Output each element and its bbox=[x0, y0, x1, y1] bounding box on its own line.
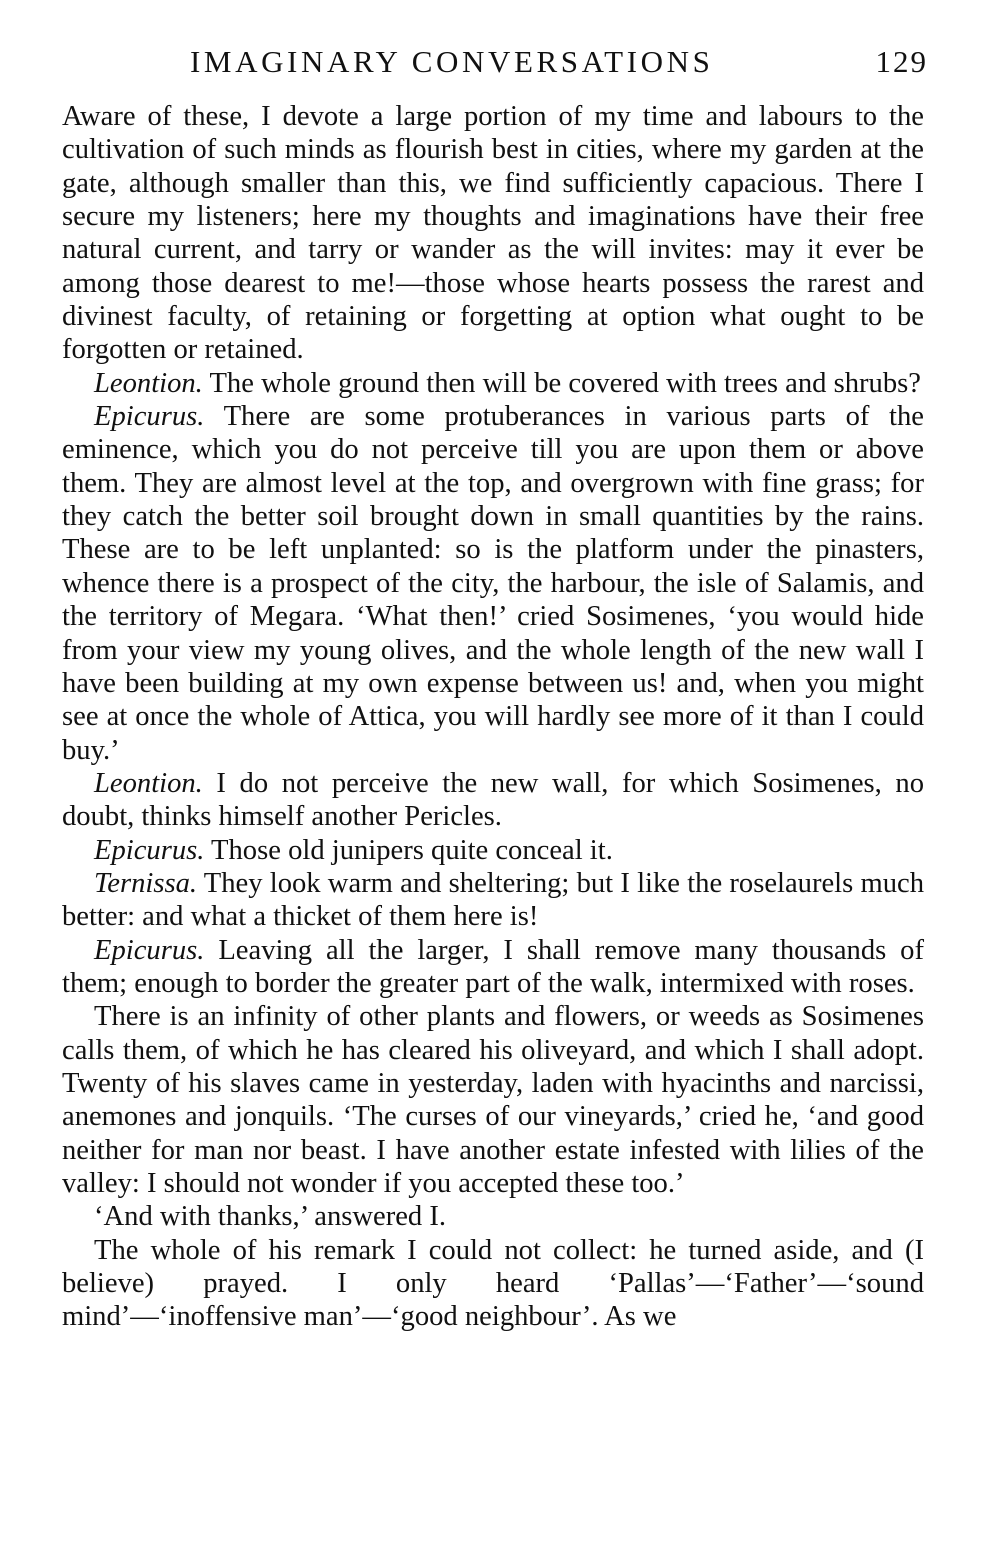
paragraph bbox=[62, 100, 924, 367]
dialogue-paragraph bbox=[62, 367, 924, 400]
speaker-name: Epicurus. bbox=[94, 934, 205, 966]
paragraph-text: They look warm and sheltering; but I like the roselaurels much better: and what a thicket of them here is! bbox=[62, 867, 924, 933]
speaker-name: Ternissa. bbox=[94, 867, 198, 899]
paragraph-text: The whole ground then will be covered with trees and shrubs? bbox=[209, 367, 921, 399]
dialogue-paragraph bbox=[62, 767, 924, 834]
speaker-name: Leontion. bbox=[94, 367, 203, 399]
dialogue-paragraph bbox=[62, 834, 924, 867]
paragraph-text: ‘And with thanks,’ answered I. bbox=[94, 1201, 447, 1233]
page-number: 129 bbox=[875, 44, 928, 79]
speaker-name: Epicurus. bbox=[94, 834, 205, 866]
dialogue-paragraph bbox=[62, 400, 924, 767]
paragraph bbox=[62, 1200, 924, 1233]
body-text bbox=[62, 100, 924, 1334]
speaker-name: Leontion. bbox=[94, 767, 203, 799]
dialogue-paragraph bbox=[62, 934, 924, 1001]
paragraph bbox=[62, 1000, 924, 1200]
speaker-name: Epicurus. bbox=[94, 401, 205, 433]
paragraph-text: I do not perceive the new wall, for which Sosimenes, no doubt, thinks himself another Pericles. bbox=[62, 767, 924, 833]
dialogue-paragraph bbox=[62, 867, 924, 934]
paragraph-text: Those old junipers quite conceal it. bbox=[211, 834, 613, 866]
page-header bbox=[62, 44, 928, 84]
paragraph-text: The whole of his remark I could not collect: he turned aside, and (I believe) prayed. I only heard ‘Pallas’—‘Father’—‘sound mind’—‘inoffensive man’—‘good neighbour’. As we bbox=[62, 1234, 924, 1333]
running-title: IMAGINARY CONVERSATIONS bbox=[190, 44, 714, 79]
paragraph-text: Leaving all the larger, I shall remove many thousands of them; enough to border the greater part of the walk, intermixed with roses. bbox=[62, 934, 925, 999]
paragraph-text: Aware of these, I devote a large portion of my time and labours to the cultivation of such minds as flourish best in cities, where my garden at the gate, although smaller than this, we find sufficiently capacious. There I secure my listeners; here my thoughts and imaginations have their free natural current, and tarry or wander as the will invites: may it ever be among those dearest to me!—those whose hearts possess the rarest and divinest faculty, of retaining or forgetting at option what ought to be forgotten or retained. bbox=[62, 101, 924, 366]
paragraph-text: There is an infinity of other plants and flowers, or weeds as Sosimenes calls them, of which he has cleared his oliveyard, and which I shall adopt. Twenty of his slaves came in yesterday, laden with hyacinths and narcissi, anemones and jonquils. ‘The curses of our vineyards,’ cried he, ‘and good neither for man nor beast. I have another estate infested with lilies of the valley: I should not wonder if you accepted these too.’ bbox=[62, 1001, 924, 1199]
paragraph-text: There are some protuberances in various parts of the eminence, which you do not perceive till you are upon them or above them. They are almost level at the top, and overgrown with fine grass; for they catch the better soil brought down in small quantities by the rains. These are to be left unplanted: so is the platform under the pinasters, whence there is a prospect of the city, the harbour, the isle of Salamis, and the territory of Megara. ‘What then!’ cried Sosimenes, ‘you would hide from your view my young olives, and the whole length of the new wall I have been building at my own expense between us! and, when you might see at once the whole of Attica, you will hardly see more of it than I could buy.’ bbox=[62, 401, 924, 766]
paragraph bbox=[62, 1234, 924, 1334]
